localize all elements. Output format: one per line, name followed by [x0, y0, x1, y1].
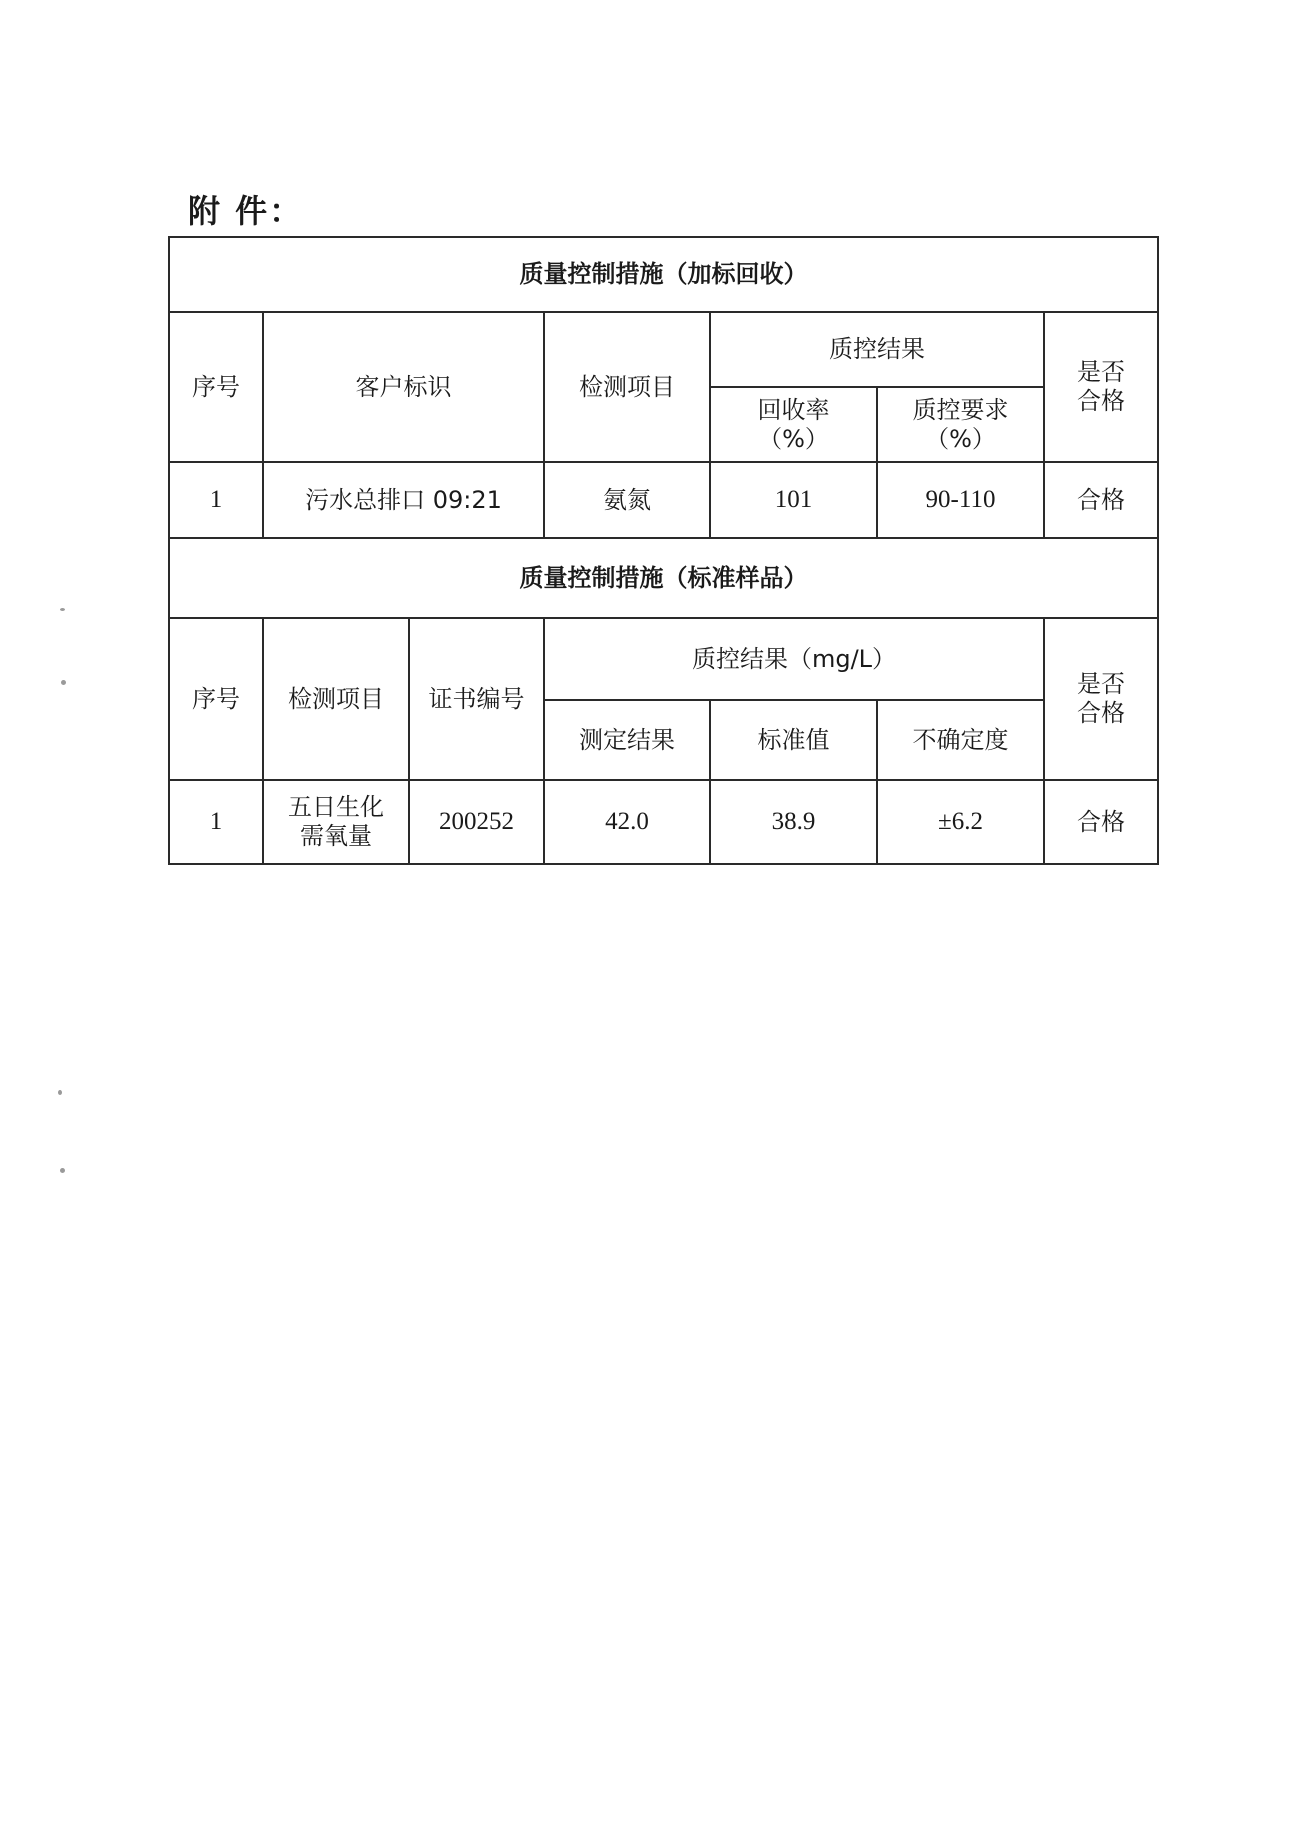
spike-header-qc-result: 质控结果: [710, 312, 1044, 387]
spike-header-qualified-line2: 合格: [1077, 387, 1126, 415]
spike-header-qualified: [1044, 312, 1158, 462]
spike-header-recovery-rate-line1: 回收率: [757, 395, 830, 424]
spike-recovery-title: 质量控制措施（加标回收）: [169, 237, 1158, 312]
std-row-measured: 42.0: [544, 780, 710, 864]
std-table-row: [169, 780, 1158, 864]
spike-header-qc-requirement-line2: （%）: [925, 424, 996, 453]
attachment-heading: 附 件：: [188, 192, 304, 230]
scan-speck: [60, 1168, 65, 1173]
std-row-qualified: 合格: [1044, 780, 1158, 864]
std-header-qualified: [1044, 618, 1158, 780]
spike-header-index: 序号: [169, 312, 263, 462]
spike-table-row: [169, 462, 1158, 538]
spike-row-index: 1: [169, 462, 263, 538]
std-row-uncertainty: ±6.2: [877, 780, 1044, 864]
std-header-uncertainty: 不确定度: [877, 700, 1044, 780]
std-header-measured: 测定结果: [544, 700, 710, 780]
spike-header-qualified-line1: 是否: [1077, 358, 1126, 387]
scan-speck: [58, 1090, 62, 1095]
spike-header-qc-requirement-line1: 质控要求: [912, 395, 1009, 424]
spike-row-qualified: 合格: [1044, 462, 1158, 538]
standard-sample-title: 质量控制措施（标准样品）: [169, 538, 1158, 618]
spike-row-test-item: 氨氮: [544, 462, 710, 538]
std-header-qc-result: 质控结果（mg/L）: [544, 618, 1044, 700]
std-row-test-item: [263, 780, 409, 864]
scan-speck: [60, 608, 65, 611]
quality-control-table: [168, 236, 1159, 865]
spike-header-recovery-rate: [710, 387, 877, 462]
std-row-test-item-line1: 五日生化: [288, 793, 384, 822]
spike-header-test-item: 检测项目: [544, 312, 710, 462]
std-row-certificate-no: 200252: [409, 780, 544, 864]
spike-header-client-id: 客户标识: [263, 312, 544, 462]
std-row-test-item-line2: 需氧量: [300, 822, 372, 850]
std-header-qualified-line1: 是否: [1077, 670, 1126, 699]
std-header-qualified-line2: 合格: [1077, 699, 1126, 727]
spike-row-recovery-rate: 101: [710, 462, 877, 538]
std-row-standard-value: 38.9: [710, 780, 877, 864]
spike-row-client-id: 污水总排口 09:21: [263, 462, 544, 538]
spike-row-qc-requirement: 90-110: [877, 462, 1044, 538]
std-header-standard-value: 标准值: [710, 700, 877, 780]
spike-header-recovery-rate-line2: （%）: [758, 424, 829, 453]
std-header-index: 序号: [169, 618, 263, 780]
std-row-index: 1: [169, 780, 263, 864]
std-header-certificate-no: 证书编号: [409, 618, 544, 780]
std-header-test-item: 检测项目: [263, 618, 409, 780]
scan-speck: [61, 680, 66, 685]
spike-header-qc-requirement: [877, 387, 1044, 462]
